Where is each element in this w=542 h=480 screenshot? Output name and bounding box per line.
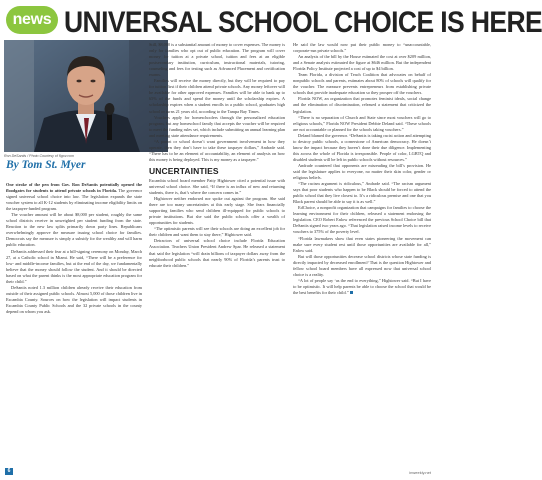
article-paragraph: “A parent or school doesn’t want government involvement in how they operate, then they don’t have to take these taxpayer dollars,” Andrade said. “There has to be an element of accountability, an element of analysis on how this money is being deployed. This is my money as a taxpayer.” <box>149 138 285 162</box>
article-paragraph: Vouchers apply for homeschoolers through the personalized education program, but any homeschool family that accepts the voucher will be required to meet the funding rules set, which include submitting an annual learning plan and meeting state attendance requirements. <box>149 114 285 138</box>
article-paragraph: The voucher amount will be about $8,000 per student, roughly the same school districts receive in unweighted per student funding from the state. Reaction to the new law splits primarily down party lines. Republicans overwhelmingly approve the measure issuing school choice for families. Democrats say the measure is simply a subsidy for the wealthy and will harm public education. <box>6 212 142 248</box>
article-intro-paragraph <box>6 182 142 212</box>
article-paragraph: Still, $8,000 is a substantial amount of money to cover expenses. The money is only for families who opt out of public education. The program will cover money for tuition at a private school, tuition and fees at an eligible postsecondary institution, curriculum, instructional materials, tutoring, counseling and fees for testing such as Advanced Placement and certification exams. <box>149 42 285 78</box>
article-paragraph: “The optimistic parents will see their schools are doing an excellent job for their children and want them to stay there,” Hightower said. <box>149 226 285 238</box>
article-column-1 <box>6 182 142 315</box>
article-paragraph: “The racism argument is ridiculous,” Andrade said. “The racism argument says that poor students who happen to be Black should be forced to attend the public school that they live closest to. It’s a ridiculous premise and one that you Black parent should be able to say it is as well.” <box>293 181 431 205</box>
article-column-2 <box>149 42 285 269</box>
article-paragraph: Hightower neither endorsed nor spoke out against the program. She said there are too many uncertainties at this early stage. She fears financially supporting families who send children ill-equipped for public schools to private institutions. But she said the public schools offer a wealth of opportunities for students. <box>149 196 285 226</box>
desantis-portrait-image <box>4 40 168 152</box>
article-paragraph: Andrade countered that opponents are misreading the bill’s provision. He said the legislature applies to everyone, no matter their skin color, gender or religious beliefs. <box>293 162 431 181</box>
photo-caption: Ron DeSantis / Photo Courtesy of flgov.com <box>4 154 75 158</box>
article-paragraph: Escambia school board member Patty Hightower cited a potential issue with universal school choice. She said, “If there is an influx of new and returning students, there is, that’s where the concern comes in.” <box>149 177 285 196</box>
article-paragraph: Team Florida, a division of Teach Coalition that advocates on behalf of nonpublic schools and parents, estimates about 80% of schools will qualify for the voucher. The measure prevents entrepreneurs from establishing private schools that provide inadequate education so they prosper off the vouchers. <box>293 72 431 96</box>
headline: UNIVERSAL SCHOOL CHOICE IS HERE <box>64 5 542 39</box>
article-intro-rest: The governor signed universal school choice into law. The legislation expands the state voucher system to all K-12 students by eliminating income eligibility limits on the taxpayer-funded program. <box>6 188 143 212</box>
news-badge: news <box>6 6 58 34</box>
article-paragraph: Florida NOW, an organization that promotes feminist ideals, social change and the elimination of discrimination, released a statement that criticized the legislation. <box>293 96 431 114</box>
article-paragraph: “Florida lawmakers show that even states pioneering the movement can make sure every student rest until those opportunities are available for all,” Enlow said. <box>293 235 431 253</box>
article-intro-lead: One stroke of the pen from Gov. Ron DeSantis potentially opened the floodgates for students to attend private schools in Florida. <box>6 182 142 194</box>
article-final-text: “A lot of people say ‘as the end to everything,” Hightower said. “But I have to be optimistic. It will help parents be able to choose the school that would be the best benefits for their child.” <box>293 277 431 295</box>
page-number: 6 <box>5 468 13 475</box>
article-paragraph <box>293 278 431 296</box>
article-column-3 <box>293 42 431 296</box>
article-paragraph: An analysis of the bill by the House estimated the cost at over $209 million, and a Senate analysis estimated the figure at $646 million. But the independent Florida Policy Institute projected a cost of up to $4 billion. <box>293 54 431 72</box>
article-paragraph: “There is no separation of Church and State since most vouchers will go to religious schools,” Florida NOW President Debbie Deland said. “These schools are not accountable or planned for the schools taking vouchers.” <box>293 114 431 132</box>
section-heading-uncertainties: UNCERTAINTIES <box>149 165 219 176</box>
article-paragraph: DeSantis noted 1.3 million children already receive their education from outside of their assigned public schools. Almost 5,000 of those children live in Escambia County. Sources on how the legislation will impact students in Escambia County Public Schools and the 32 private schools in the county depend on whom you ask. <box>6 284 142 314</box>
byline: By Tom St. Myer <box>6 159 86 171</box>
article-paragraph: He said the law would now put their public money to “unaccountable, corporate-run private schools.” <box>293 42 431 54</box>
end-of-article-icon <box>350 291 353 294</box>
article-paragraph: EdChoice, a nonprofit organization that campaigns for families to choose the learning environment for their children, released a statement endorsing the legislation. CEO Robert Enlow referenced the previous School Choice bill that DeSantis signed two years ago. “That legislation raised income levels to receive vouchers to 375% of the poverty level. <box>293 205 431 235</box>
article-paragraph: DeSantis addressed their fear at a bill-signing ceremony on Monday, March 27, at a Catholic school in Miami. He said, “There will be a preference for low- and middle-income families, but at the end of the day, we fundamentally believe that the money should follow the student. And it should be directed based on what the parent thinks is the most appropriate education program for their child.” <box>6 248 142 284</box>
portrait-photo <box>4 40 168 152</box>
article-paragraph: Deland blamed the governor. “DeSantis is taking racist action and attempting to destroy public schools, a cornerstone of American democracy. He doesn’t know the impact because they haven’t done their due diligence. Implementing this across the whole of Florida is irresponsible. People of color, LGBTQ and disabled students will be left in public schools without resources.” <box>293 132 431 162</box>
article-paragraph: Detractors of universal school choice include Florida Education Association. Teachers Union President Andrew Spar. He released a statement that said the legislation “will drain billions of taxpayer dollars away from the neighborhood public schools that nearly 90% of Florida’s parents trust to educate their children.” <box>149 238 285 268</box>
article-paragraph: Families will receive the money directly, but they will be required to pay for tuition first if their children attend private schools. Any money leftover will be available for other approved expenses. Families will be able to bank up to 65% of the funds and spend the money until the scholarship expires. A scholarship expires when a student enrolls in a public school, graduates high school or turns 21 years old, according to the Tampa Bay Times. <box>149 78 285 114</box>
article-paragraph: But will those opportunities decrease school districts whose state funding is directly impacted by decreased enrollment? That is the question Hightower and fellow school board members have all expressed now that universal school choice is a reality. <box>293 253 431 277</box>
footer-site: inweekly.net <box>409 470 431 475</box>
